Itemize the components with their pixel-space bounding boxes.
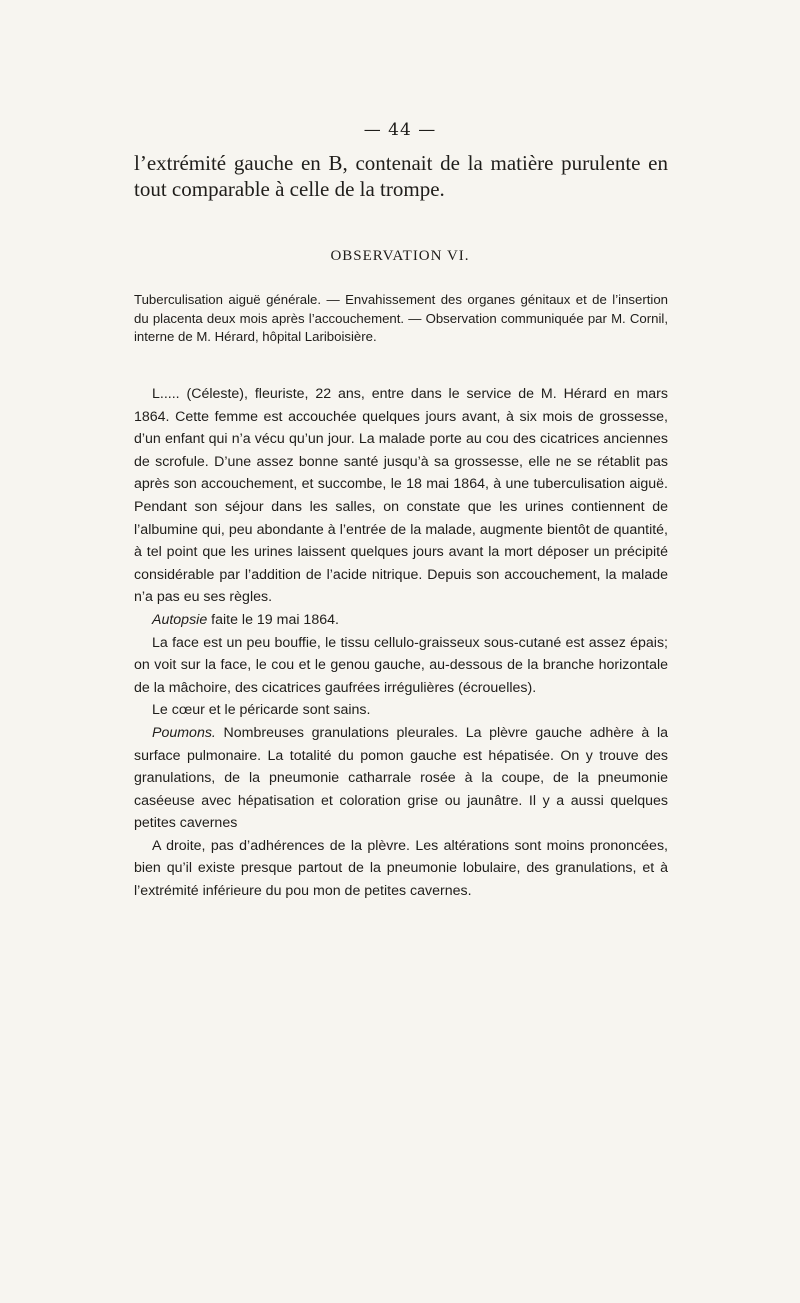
autopsy-text: faite le 19 mai 1864. <box>207 611 339 628</box>
autopsy-label: Autopsie <box>152 611 208 628</box>
paragraph-autopsy <box>134 609 668 632</box>
observation-body <box>134 383 668 903</box>
lungs-text: Nombreuses granulations pleurales. La plèvre gauche adhère à la surface pulmonaire. La totalité du pomon gauche est hépatisée. On y trouve des granulations, de la pneumonie catharrale rosée à la coupe, de la pneumonie caséeuse avec hépatisation et coloration grise ou jaunâtre. Il y a aussi quelques petites cavernes <box>134 724 668 832</box>
observation-summary: Tuberculisation aiguë générale. — Envahissement des organes génitaux et de l’insertion du placenta deux mois après l’accouchement. — Observation communiquée par M. Cornil, interne de M. Hérard, hôpital Lariboisière. <box>134 292 668 344</box>
observation-title: OBSERVATION VI. <box>330 248 470 264</box>
page-number: — 44 — <box>363 120 437 140</box>
paragraph-heart: Le cœur et le péricarde sont sains. <box>152 702 371 719</box>
paragraph-lungs <box>134 722 668 835</box>
lungs-label: Poumons. <box>152 724 216 741</box>
intro-paragraph: l’extrémité gauche en B, contenait de la matière purulente en tout comparable à celle de la trompe. <box>134 151 668 201</box>
paragraph-face: La face est un peu bouffie, le tissu cellulo-graisseux sous-cutané est assez épais; on voit sur la face, le cou et le genou gauche, au-dessous de la branche horizontale de la mâchoire, des cicatrices gaufrées irrégulières (écrouelles). <box>134 634 668 696</box>
paragraph-right-lung: A droite, pas d’adhérences de la plèvre. Les altérations sont moins prononcées, bien qu’il existe presque partout de la pneumonie lobulaire, des granulations, et à l’extrémité inférieure du pou mon de petites cavernes. <box>134 837 668 900</box>
paragraph-case-history: L..... (Céleste), fleuriste, 22 ans, entre dans le service de M. Hérard en mars 1864. Cette femme est accouchée quelques jours avant, à six mois de grossesse, d’un enfant qui n’a vécu qu’un jour. La malade porte au cou des cicatrices anciennes de scrofule. D’une assez bonne santé jusqu’à sa grossesse, elle ne se rétablit pas après son accouchement, et succombe, le 18 mai 1864, à une tuberculisation aiguë. Pendant son séjour dans les salles, on constate que les urines contiennent de l’albumine qui, peu abondante à l’entrée de la malade, augmente bientôt de quantité, à tel point que les urines laissent quelques jours avant la mort déposer un précipité considérable par l’addition de l’acide nitrique. Depuis son accouchement, la malade n’a pas eu ses règles. <box>134 386 668 606</box>
